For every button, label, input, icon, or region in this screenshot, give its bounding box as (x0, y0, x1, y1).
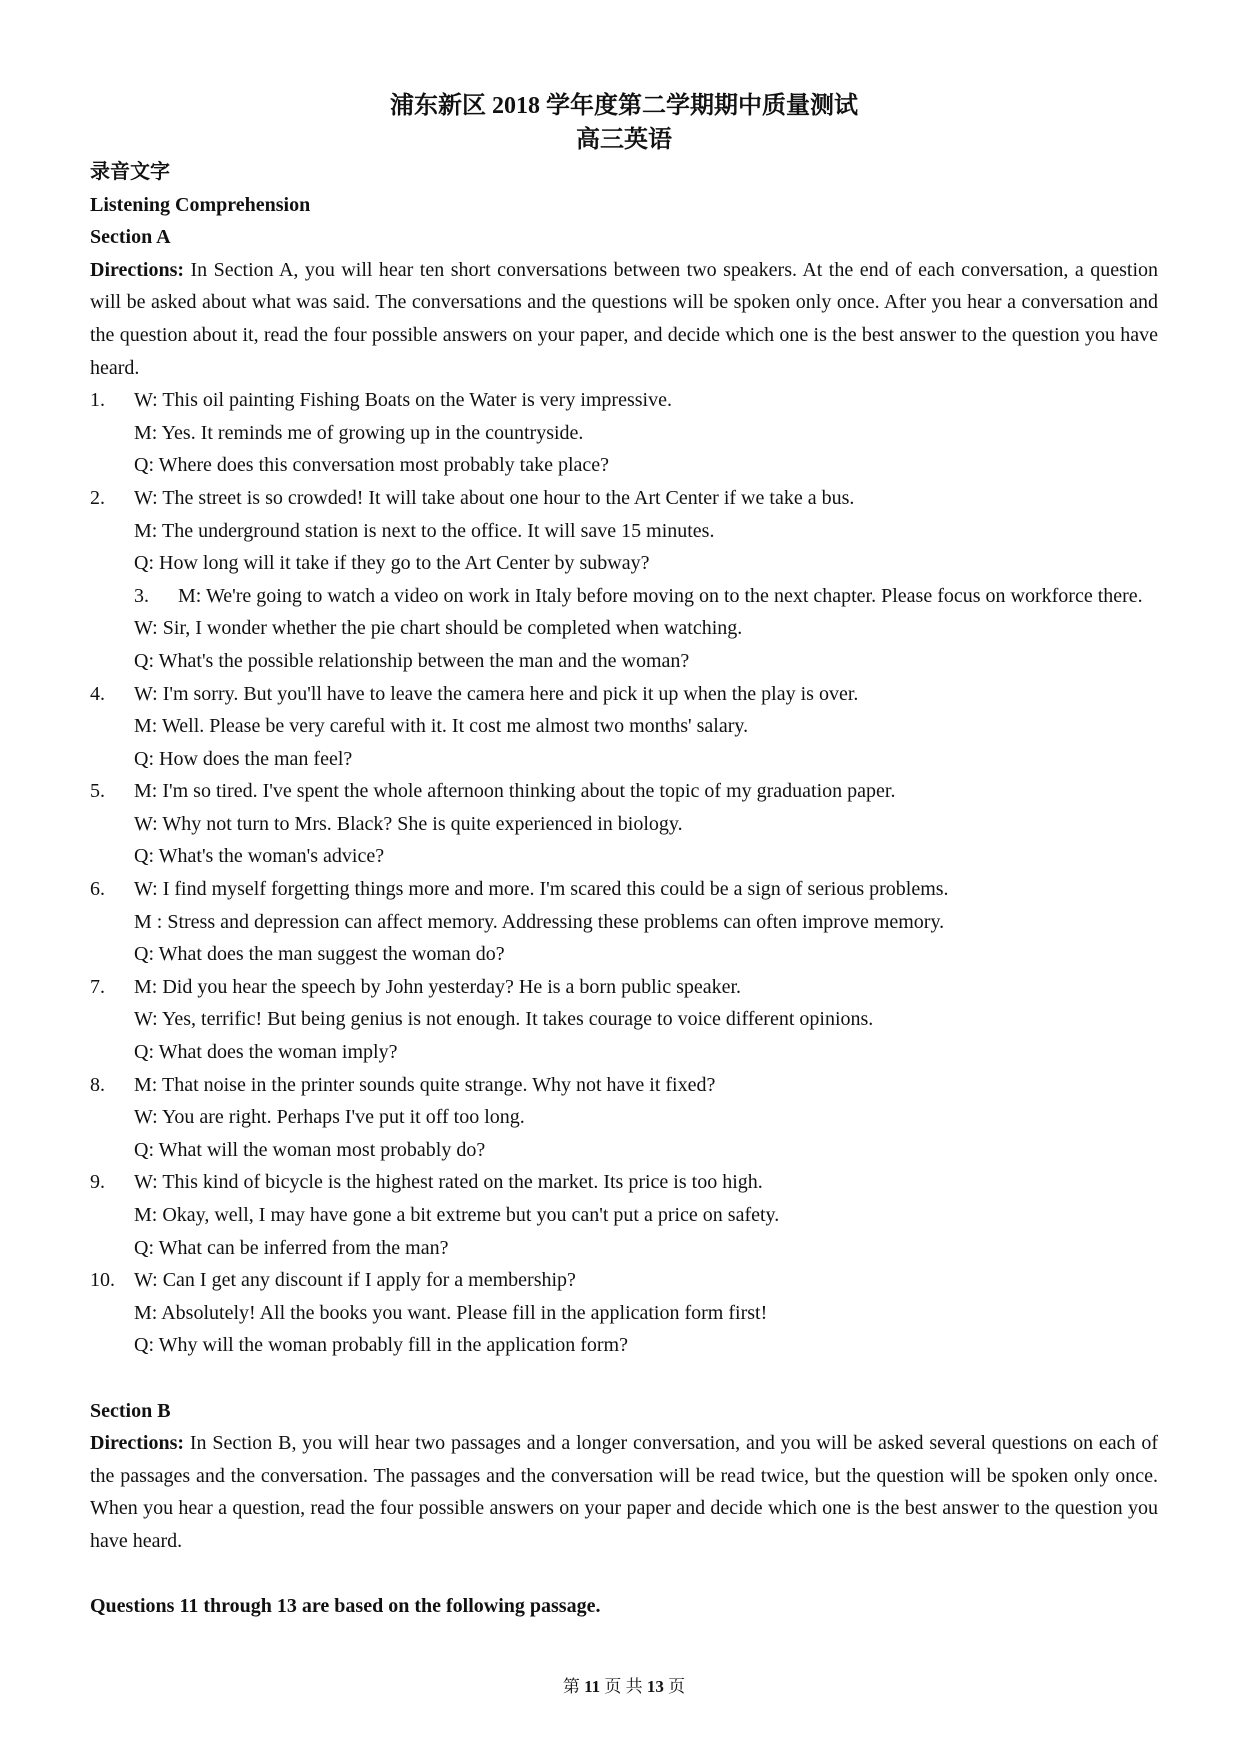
question-line: Q: What does the man suggest the woman do? (134, 943, 505, 966)
dialogue-line: M : Stress and depression can affect memory. Addressing these problems can often improve memory. (134, 910, 945, 933)
question-line: Q: Why will the woman probably fill in the application form? (134, 1334, 628, 1357)
section-a-title: Section A (90, 226, 171, 249)
document-subtitle: 高三英语 (576, 127, 672, 153)
conversation-item (90, 678, 1158, 776)
conversation-item (90, 580, 1158, 678)
dialogue-line: W: This kind of bicycle is the highest rated on the market. Its price is too high. (134, 1171, 763, 1194)
question-line: Q: Where does this conversation most probably take place? (134, 454, 610, 477)
conversation-item (90, 1264, 1158, 1362)
question-line: Q: What's the woman's advice? (134, 845, 385, 868)
page-total: 13 (646, 1677, 664, 1696)
dialogue-line: W: Can I get any discount if I apply for a membership? (134, 1269, 576, 1292)
dialogue-line: W: The street is so crowded! It will take about one hour to the Art Center if we take a bus. (134, 486, 855, 509)
item-number: 1. (90, 389, 105, 412)
directions-label: Directions: (90, 1432, 185, 1455)
dialogue-line: M: Did you hear the speech by John yesterday? He is a born public speaker. (134, 975, 742, 998)
transcript-heading: 录音文字 (90, 161, 170, 183)
question-line: Q: What does the woman imply? (134, 1041, 398, 1064)
dialogue-line: W: I find myself forgetting things more and more. I'm scared this could be a sign of serious problems. (134, 878, 949, 901)
passage-intro: Questions 11 through 13 are based on the following passage. (90, 1595, 601, 1618)
question-line: Q: What can be inferred from the man? (134, 1236, 449, 1259)
part-title: Listening Comprehension (90, 193, 311, 216)
directions-label: Directions: (90, 258, 185, 281)
dialogue-line: M: That noise in the printer sounds quite strange. Why not have it fixed? (134, 1073, 716, 1096)
dialogue-line: M: We're going to watch a video on work in Italy before moving on to the next chapter. Please focus on workforce there. (178, 584, 1143, 607)
question-line: Q: How does the man feel? (134, 747, 353, 770)
page-number: 11 (584, 1677, 601, 1696)
directions-text: In Section A, you will hear ten short conversations between two speakers. At the end of each conversation, a question will be asked about what was said. The conversations and the questions will be spoken only once. After you hear a conversation and the question about it, read the four possible answers on your paper, and decide which one is the best answer to the question you have heard. (90, 258, 1158, 379)
item-number: 4. (90, 682, 105, 705)
dialogue-line: M: Yes. It reminds me of growing up in the countryside. (134, 421, 584, 444)
dialogue-line: W: Sir, I wonder whether the pie chart should be completed when watching. (134, 617, 743, 640)
document-title: 浦东新区 2018 学年度第二学期期中质量测试 (390, 93, 858, 119)
spacer (90, 1362, 1158, 1395)
footer-middle: 页 共 (600, 1677, 647, 1696)
footer-prefix: 第 (562, 1677, 585, 1696)
question-line: Q: What will the woman most probably do? (134, 1138, 486, 1161)
conversation-item (90, 482, 1158, 580)
item-number: 2. (90, 486, 105, 509)
dialogue-line: W: Yes, terrific! But being genius is not enough. It takes courage to voice different opinions. (134, 1008, 874, 1031)
item-number: 9. (90, 1171, 105, 1194)
dialogue-line: W: Why not turn to Mrs. Black? She is quite experienced in biology. (134, 812, 683, 835)
page-footer (90, 1676, 1158, 1698)
section-b-directions (90, 1427, 1158, 1557)
dialogue-line: M: Okay, well, I may have gone a bit extreme but you can't put a price on safety. (134, 1204, 780, 1226)
dialogue-line: M: The underground station is next to the office. It will save 15 minutes. (134, 519, 715, 542)
conversation-item (90, 1069, 1158, 1167)
dialogue-line: W: You are right. Perhaps I've put it off too long. (134, 1106, 525, 1129)
dialogue-line: W: This oil painting Fishing Boats on the Water is very impressive. (134, 389, 672, 412)
conversation-item (90, 1166, 1158, 1264)
directions-text: In Section B, you will hear two passages and a longer conversation, and you will be asked several questions on each of the passages and the conversation. The passages and the conversation will be read twice, but the question will be spoken only once. When you hear a question, read the four possible answers on your paper and decide which one is the best answer to the question you have heard. (90, 1432, 1158, 1552)
item-number: 6. (90, 878, 105, 901)
dialogue-line: W: I'm sorry. But you'll have to leave the camera here and pick it up when the play is over. (134, 682, 859, 705)
section-a-directions (90, 254, 1158, 384)
conversation-item (90, 775, 1158, 873)
conversation-item (90, 873, 1158, 971)
spacer (90, 1558, 1158, 1591)
conversation-item (90, 971, 1158, 1069)
section-b-title: Section B (90, 1399, 171, 1422)
question-line: Q: What's the possible relationship between the man and the woman? (134, 649, 690, 672)
dialogue-line: M: I'm so tired. I've spent the whole afternoon thinking about the topic of my graduation paper. (134, 780, 896, 803)
item-number: 5. (90, 780, 105, 803)
item-number: 8. (90, 1073, 105, 1096)
item-number: 3. (134, 584, 149, 607)
dialogue-line: M: Absolutely! All the books you want. Please fill in the application form first! (134, 1301, 768, 1324)
footer-suffix: 页 (663, 1677, 686, 1696)
dialogue-line: M: Well. Please be very careful with it. It cost me almost two months' salary. (134, 715, 749, 738)
question-line: Q: How long will it take if they go to the Art Center by subway? (134, 552, 650, 575)
item-number: 10. (90, 1269, 115, 1292)
document-body (90, 156, 1158, 1623)
item-number: 7. (90, 975, 105, 998)
exam-page (90, 0, 1158, 1754)
conversation-item (90, 384, 1158, 482)
